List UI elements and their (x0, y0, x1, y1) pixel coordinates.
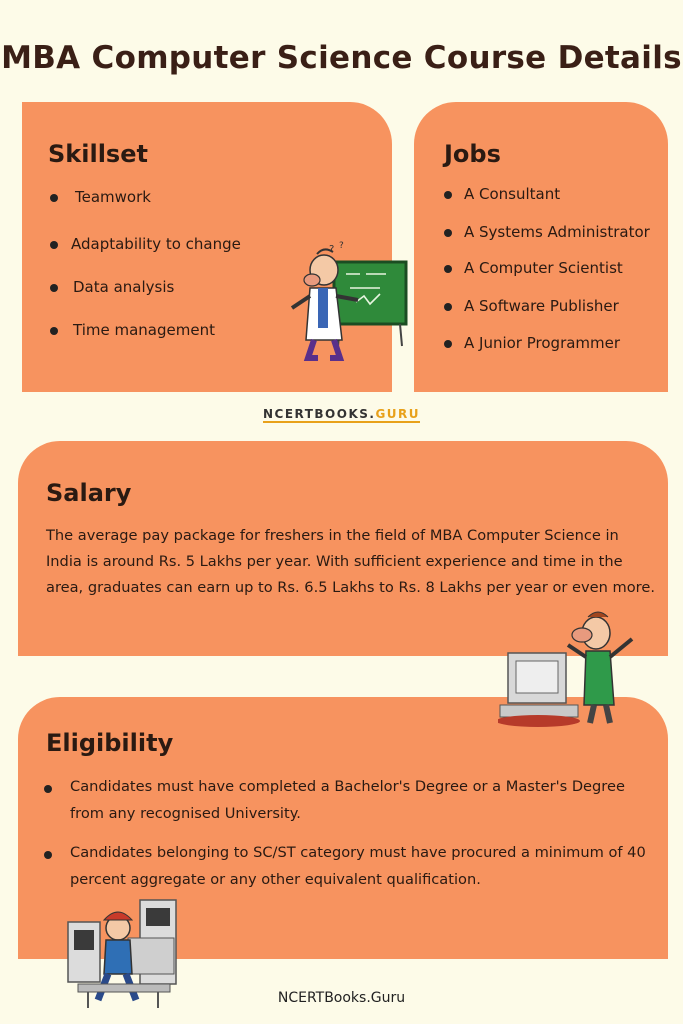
bullet-icon (50, 284, 58, 292)
page-title: MBA Computer Science Course Details (1, 40, 682, 76)
professor-chalkboard-illustration (272, 240, 412, 365)
bullet-icon (50, 327, 58, 335)
skillset-card (22, 102, 392, 392)
svg-text:?: ? (339, 241, 344, 251)
eligibility-item: Candidates must have completed a Bachelor's Degree or a Master's Degree from any recognised University. (70, 778, 625, 822)
salary-text: The average pay package for freshers in the field of MBA Computer Science in India is around Rs. 5 Lakhs per year. With sufficient experience and time in the area, graduates can earn up to Rs. 6.5 Lakhs to Rs. 8 Lakhs per year or even more. (46, 527, 655, 596)
eligibility-heading: Eligibility (46, 729, 174, 757)
bullet-icon (50, 241, 58, 249)
bullet-icon (444, 340, 452, 348)
bullet-icon (444, 265, 452, 273)
jobs-card (414, 102, 668, 392)
jobs-list: A Consultant A Systems Administrator A Computer Scientist A Software Publisher A Junior Programmer (444, 102, 664, 392)
skillset-heading: Skillset (48, 140, 148, 168)
watermark-ncertbooks: NCERTBOOKS.GURU (262, 407, 421, 421)
svg-text:?: ? (329, 244, 335, 255)
bullet-icon (44, 785, 52, 793)
bullet-icon (50, 194, 58, 202)
computer-user-illustration (498, 605, 638, 730)
jobs-heading: Jobs (444, 140, 501, 168)
bullet-icon (444, 303, 452, 311)
bullet-icon (44, 851, 52, 859)
bullet-icon (444, 191, 452, 199)
footer-brand: NCERTBooks.Guru (277, 990, 406, 1006)
eligibility-item: Candidates belonging to SC/ST category must have procured a minimum of 40 percent aggregate or any other equivalent qualification. (70, 844, 646, 888)
bullet-icon (444, 229, 452, 237)
skillset-list: Teamwork Adaptability to change Data analysis Time management (50, 102, 370, 392)
salary-heading: Salary (46, 479, 132, 507)
